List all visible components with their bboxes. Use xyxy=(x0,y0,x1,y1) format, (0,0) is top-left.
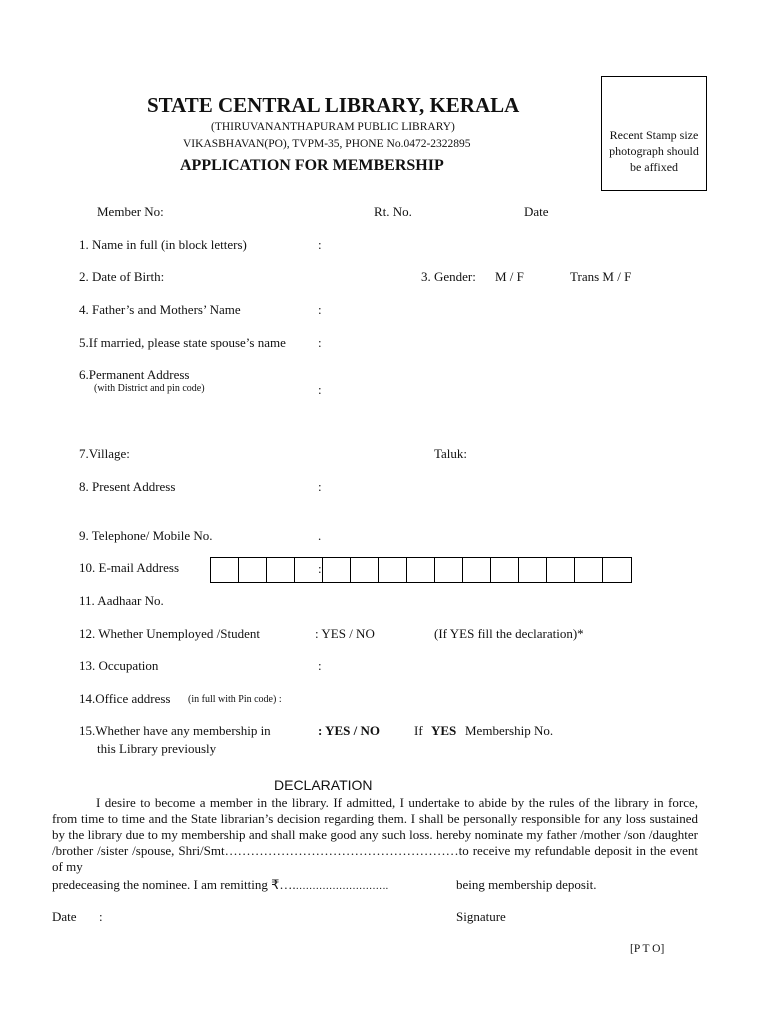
email-char-cell[interactable] xyxy=(323,558,351,582)
footer-date-colon: : xyxy=(99,909,103,924)
field-taluk-label: Taluk: xyxy=(434,446,468,461)
field-membership-label-line1: 15.Whether have any membership in xyxy=(79,723,271,738)
field-spouse-colon: : xyxy=(318,335,322,350)
field-email-colon: : xyxy=(318,561,322,576)
email-char-cell[interactable] xyxy=(491,558,519,582)
footer-pto: [P T O] xyxy=(630,943,665,955)
declaration-last-line xyxy=(52,877,388,893)
photo-box[interactable] xyxy=(601,76,707,191)
email-char-cell[interactable] xyxy=(211,558,239,582)
member-no-label: Member No: xyxy=(97,204,164,219)
field-permanent-address-label: 6.Permanent Address xyxy=(79,367,190,382)
field-gender-label: 3. Gender: xyxy=(421,269,476,284)
declaration-text: I desire to become a member in the library. If admitted, I undertake to abide by the rules of the library in force, from time to time and the State librarian’s decision regarding them. I shall be personally responsible for any loss sustained by the library due to my membership and shall make good any such loss. hereby nominate my father /mother /son /daughter /brother /sister /spouse, Shri/Smt………………………………………………to receive my refundable deposit in the event of my xyxy=(52,795,698,874)
email-char-cell[interactable] xyxy=(239,558,267,582)
email-char-cell[interactable] xyxy=(407,558,435,582)
field-gender-options[interactable]: M / F xyxy=(495,269,524,284)
field-occupation-label: 13. Occupation xyxy=(79,658,159,673)
field-membership-yes: YES xyxy=(431,723,457,738)
field-unemployed-note: (If YES fill the declaration)* xyxy=(434,626,584,641)
email-char-cell[interactable] xyxy=(603,558,631,582)
email-input-grid[interactable] xyxy=(210,557,632,583)
email-char-cell[interactable] xyxy=(575,558,603,582)
field-present-address-colon: : xyxy=(318,479,322,494)
field-permanent-address-note: (with District and pin code) xyxy=(94,383,205,394)
library-title: STATE CENTRAL LIBRARY, KERALA xyxy=(147,93,520,117)
email-char-cell[interactable] xyxy=(379,558,407,582)
field-email-label: 10. E-mail Address xyxy=(79,560,180,575)
field-village-label: 7.Village: xyxy=(79,446,130,461)
form-title: APPLICATION FOR MEMBERSHIP xyxy=(180,157,444,174)
field-name-colon: : xyxy=(318,237,322,252)
field-aadhaar-label: 11. Aadhaar No. xyxy=(79,593,164,608)
declaration-title: DECLARATION xyxy=(274,777,373,793)
field-telephone-label: 9. Telephone/ Mobile No. xyxy=(79,528,213,543)
footer-date-label: Date xyxy=(52,909,77,924)
library-address: VIKASBHAVAN(PO), TVPM-35, PHONE No.0472-2322895 xyxy=(183,138,471,150)
field-dob-label: 2. Date of Birth: xyxy=(79,269,165,284)
field-office-address-label: 14.Office address xyxy=(79,691,171,706)
email-char-cell[interactable] xyxy=(463,558,491,582)
field-permanent-address-colon: : xyxy=(318,382,322,397)
field-parents-label: 4. Father’s and Mothers’ Name xyxy=(79,302,241,317)
email-char-cell[interactable] xyxy=(519,558,547,582)
field-membership-if: If xyxy=(414,723,423,738)
library-subtitle: (THIRUVANANTHAPURAM PUBLIC LIBRARY) xyxy=(211,121,455,133)
field-gender-trans-options[interactable]: Trans M / F xyxy=(570,269,632,284)
field-parents-colon: : xyxy=(318,302,322,317)
email-char-cell[interactable] xyxy=(435,558,463,582)
email-char-cell[interactable] xyxy=(267,558,295,582)
field-present-address-label: 8. Present Address xyxy=(79,479,176,494)
field-office-address-note: (in full with Pin code) : xyxy=(188,694,282,705)
declaration-amount-dots: ………………………. xyxy=(295,881,389,892)
field-spouse-label: 5.If married, please state spouse’s name xyxy=(79,335,286,350)
field-membership-no-label: Membership No. xyxy=(465,723,554,738)
photo-instruction: Recent Stamp size photograph should be affixed xyxy=(609,128,699,174)
field-unemployed-label: 12. Whether Unemployed /Student xyxy=(79,626,261,641)
field-telephone-dot: . xyxy=(318,528,322,543)
footer-signature-label: Signature xyxy=(456,909,506,924)
field-membership-label-line2: this Library previously xyxy=(97,741,217,756)
field-unemployed-yesno[interactable]: : YES / NO xyxy=(315,626,375,641)
email-char-cell[interactable] xyxy=(547,558,575,582)
field-name-label: 1. Name in full (in block letters) xyxy=(79,237,247,252)
rt-no-label: Rt. No. xyxy=(374,204,412,219)
field-occupation-colon: : xyxy=(318,658,322,673)
email-char-cell[interactable] xyxy=(351,558,379,582)
field-membership-yesno[interactable]: : YES / NO xyxy=(318,723,380,738)
date-label: Date xyxy=(524,204,549,219)
declaration-remitting: predeceasing the nominee. I am remitting ₹…. xyxy=(52,877,296,892)
declaration-deposit-text: being membership deposit. xyxy=(456,877,597,892)
